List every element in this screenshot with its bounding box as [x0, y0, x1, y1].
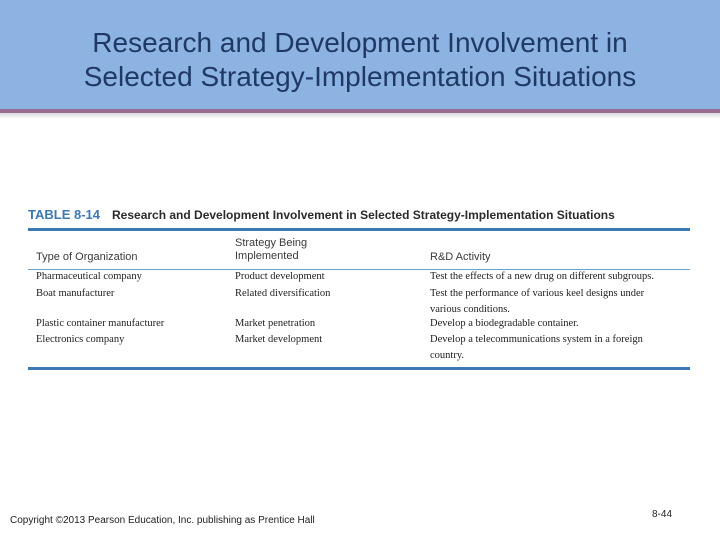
table-row-1-activity-line-2: various conditions.	[430, 304, 510, 315]
table-row-0-organization: Pharmaceutical company	[36, 271, 142, 282]
table-row-1-activity-line-1: Test the performance of various keel designs under	[430, 288, 645, 299]
slide-title	[0, 26, 720, 94]
column-header-organization: Type of Organization	[36, 251, 138, 263]
slide-title-line-1: Research and Development Involvement in	[92, 27, 628, 58]
table-row-1-strategy: Related diversification	[235, 288, 331, 299]
table-row-1-organization: Boat manufacturer	[36, 288, 115, 299]
table-row-2-activity-line-1: Develop a biodegradable container.	[430, 318, 579, 329]
table-row-3-activity-line-2: country.	[430, 350, 465, 361]
table-number: TABLE 8-14	[28, 207, 100, 222]
table-row-2-activity	[430, 316, 688, 332]
column-header-strategy	[235, 237, 425, 263]
table-bottom-rule	[28, 367, 690, 370]
table-row-2-strategy: Market penetration	[235, 318, 316, 329]
table-row-0-strategy: Product development	[235, 271, 325, 282]
table-top-rule	[28, 228, 690, 231]
table-row-0-activity-line-1: Test the effects of a new drug on different subgroups.	[430, 271, 654, 282]
copyright-footer: Copyright ©2013 Pearson Education, Inc. publishing as Prentice Hall	[10, 515, 315, 526]
table-row-0-activity	[430, 269, 688, 285]
table-caption	[28, 204, 690, 226]
table-row-2-organization: Plastic container manufacturer	[36, 318, 165, 329]
column-header-strategy-line-1: Strategy Being	[235, 237, 308, 249]
table-row-3-strategy: Market development	[235, 334, 323, 345]
table-row-3-activity	[430, 332, 688, 364]
page-number: 8-44	[652, 509, 673, 520]
slide-title-line-2: Selected Strategy-Implementation Situations	[83, 61, 637, 92]
table-row-3-organization: Electronics company	[36, 334, 125, 345]
banner-shadow	[0, 113, 720, 119]
table-row-3-activity-line-1: Develop a telecommunications system in a foreign	[430, 334, 643, 345]
table-row-1-activity	[430, 286, 688, 318]
column-header-activity: R&D Activity	[430, 251, 491, 263]
table-name: Research and Development Involvement in Selected Strategy-Implementation Situations	[112, 208, 615, 222]
column-header-strategy-line-2: Implemented	[235, 250, 299, 262]
